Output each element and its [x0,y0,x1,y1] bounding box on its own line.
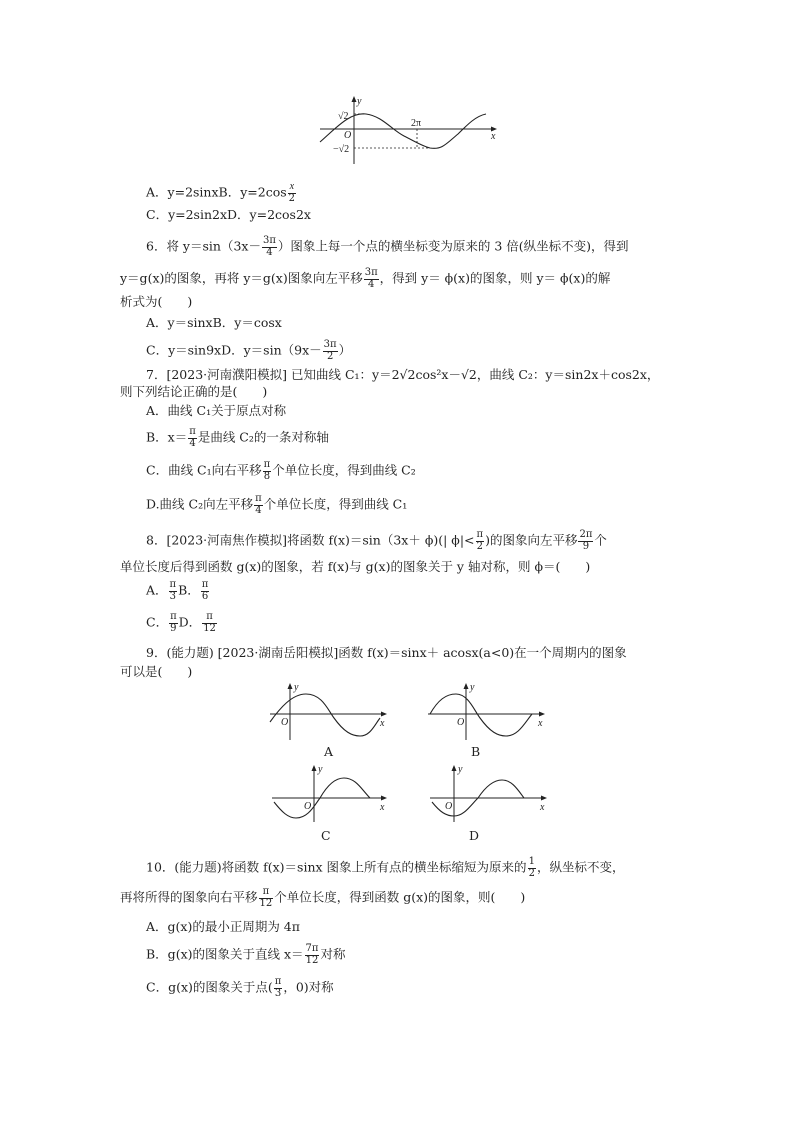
q8-options-cd: C． $\frac{\pi}{9}$ D． $\frac{\pi}{12}$ [146,611,216,634]
q5-options-cd: C．y=2sin2xD．y=2cos2x [146,207,311,222]
svg-text:O: O [304,801,312,812]
q10-option-a: A．g(x)的最小正周期为 4π [146,919,300,934]
svg-text:O: O [457,717,465,728]
q7-line2: 则下列结论正确的是( ) [120,384,268,399]
q8-options-ab: A． $\frac{\pi}{3}$ B． $\frac{\pi}{6}$ [146,579,209,602]
q6-line2: y＝g(x)的图象，再将 y＝g(x)图象向左平移 $\frac{3\pi}{4}$ ，得到 y＝ ϕ(x)的图象，则 y＝ ϕ(x)的解 [120,267,611,290]
q7-line1: 7．[2023·河南濮阳模拟] 已知曲线 C₁：y＝2√2cos²x－√2，曲线 C₂：y＝sin2x＋cos2x， [146,367,660,382]
svg-text:y: y [318,764,323,775]
q7-option-b: B．x＝ $\frac{\pi}{4}$ 是曲线 C₂的一条对称轴 [146,426,329,449]
q6-line1: 6．将 y＝sin（3x－ $\frac{3\pi}{4}$ ）图象上每一个点的横坐标变为原来的 3 倍(纵坐标不变)，得到 [146,235,629,258]
svg-text:y: y [294,682,299,693]
q5-options-ab: A．y=2sinxB．y=2cos $\frac{x}{2}$ [146,181,296,204]
q9-caption-d: D [469,828,480,843]
q7-option-a: A．曲线 C₁关于原点对称 [146,403,287,418]
q5-origin: O [344,130,352,141]
q9-graph-b [426,680,550,742]
q9-caption-c: C [321,828,331,843]
q10-line1: 10．(能力题)将函数 f(x)＝sinx 图象上所有点的横坐标缩短为原来的 $\frac{1}{2}$ ，纵坐标不变， [146,856,625,879]
q7-option-d: D.曲线 C₂向左平移 $\frac{\pi}{4}$ 个单位长度，得到曲线 C₁ [146,493,408,516]
svg-text:x: x [538,718,543,729]
svg-text:x: x [380,802,385,813]
svg-text:O: O [445,801,453,812]
q6-options-ab: A．y＝sinxB．y＝cosx [146,315,282,330]
q7-option-c: C．曲线 C₁向右平移 $\frac{\pi}{8}$ 个单位长度，得到曲线 C₂ [146,459,416,482]
q5-y-label: y [357,96,362,107]
q9-caption-a: A [324,744,334,759]
svg-text:x: x [540,802,545,813]
q10-option-b: B．g(x)的图象关于直线 x＝ $\frac{7\pi}{12}$ 对称 [146,943,346,966]
q8-line1: 8．[2023·河南焦作模拟]将函数 f(x)＝sin（3x＋ ϕ)(| ϕ|< $\frac{\pi}{2}$ )的图象向左平移 $\frac{2\pi}{9}$ 个 [146,529,607,552]
svg-text:O: O [281,717,289,728]
q5-2pi-label: 2π [411,118,422,129]
q9-graph-a [268,680,392,742]
q5-x-label: x [491,131,496,142]
q5-figure [318,94,503,166]
q6-line3: 析式为( ) [120,294,193,309]
q9-caption-b: B [471,744,481,759]
q9-line2: 可以是( ) [120,664,193,679]
svg-text:y: y [470,682,475,693]
q6-options-cd: C．y＝sin9xD．y＝sin（9x－ $\frac{3\pi}{2}$ ） [146,339,352,362]
svg-text:y: y [458,764,463,775]
q5-sqrt2-label: √2 [338,111,349,122]
q9-line1: 9．(能力题) [2023·湖南岳阳模拟]函数 f(x)＝sinx＋ acosx(a<0)在一个周期内的图象 [146,645,627,660]
svg-text:x: x [380,718,385,729]
q9-graph-c [268,762,392,824]
q10-line2: 再将所得的图象向右平移 $\frac{\pi}{12}$ 个单位长度，得到函数 g(x)的图象，则( ) [120,886,526,909]
q5-neg-sqrt2-label: −√2 [333,144,350,155]
q8-line2: 单位长度后得到函数 g(x)的图象，若 f(x)与 g(x)的图象关于 y 轴对称，则 ϕ＝( ) [120,559,591,574]
q10-option-c: C．g(x)的图象关于点( $\frac{\pi}{3}$ ，0)对称 [146,976,334,999]
q9-graph-d [428,762,552,824]
